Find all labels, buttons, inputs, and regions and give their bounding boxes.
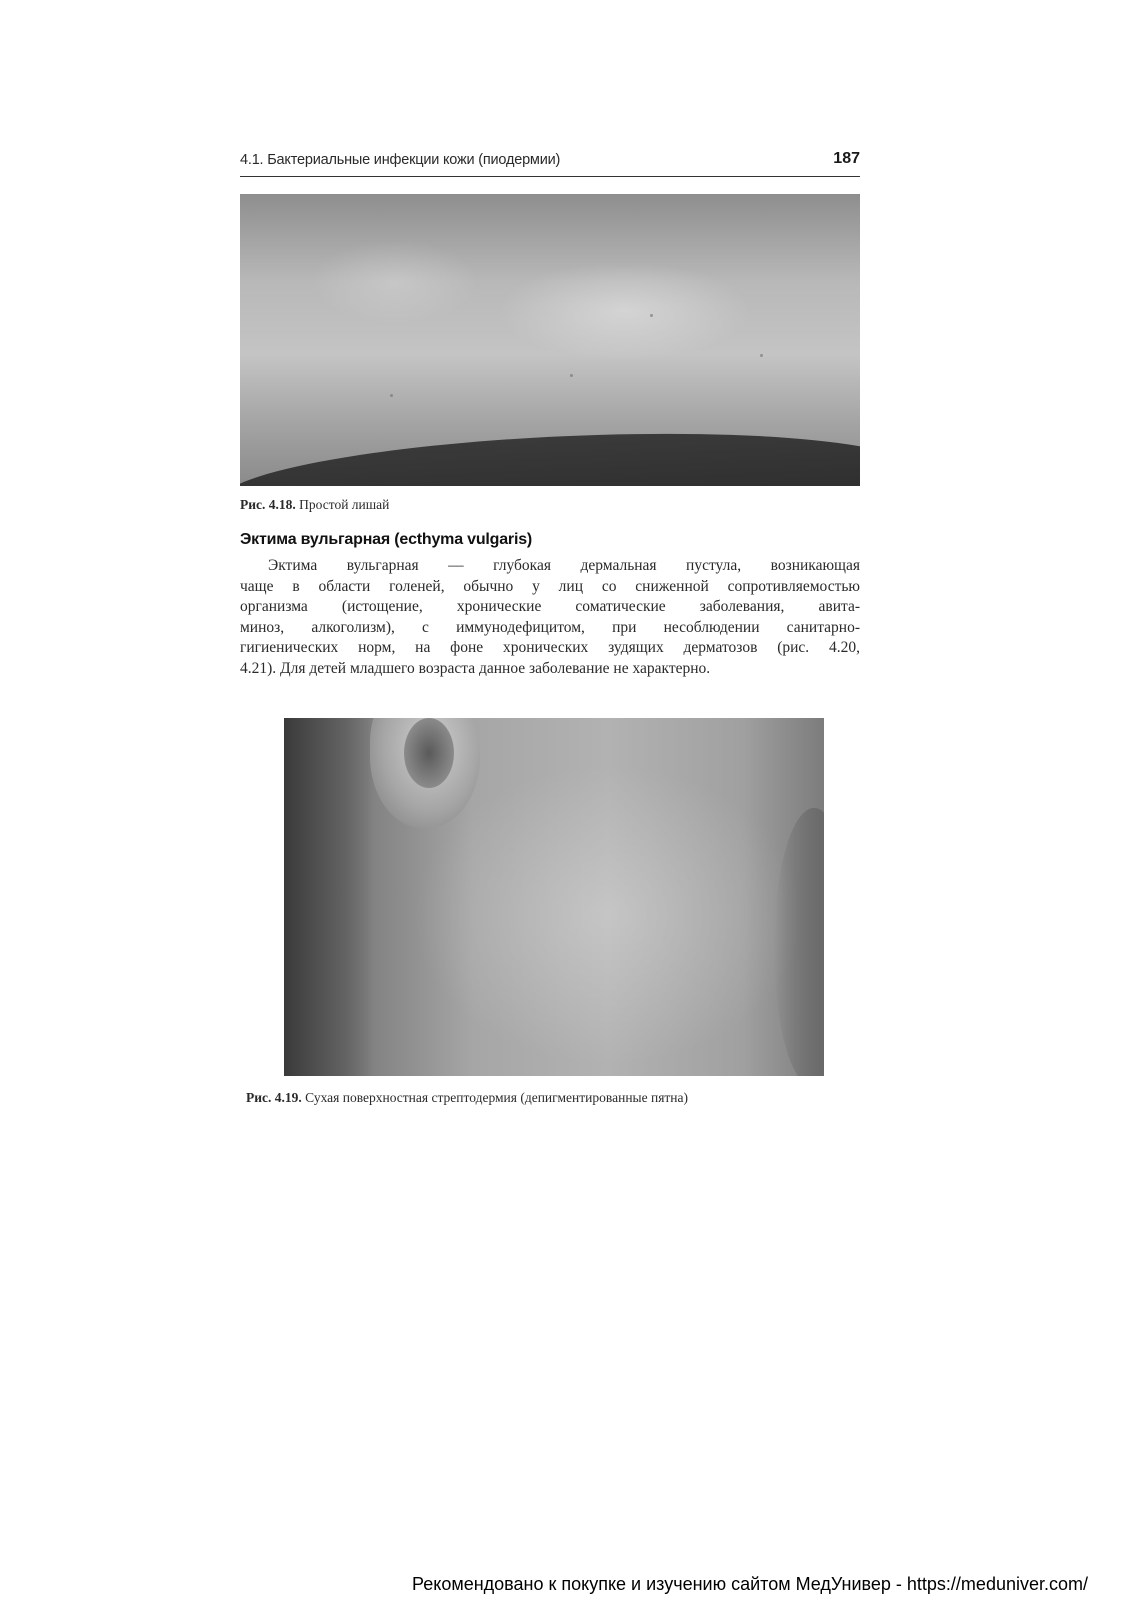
figure-label: Рис. 4.19. [246, 1090, 302, 1105]
photo-cheek-edge [774, 808, 824, 1076]
section-body [240, 556, 860, 679]
figure-4-18-caption [240, 497, 389, 513]
figure-label: Рис. 4.18. [240, 497, 296, 512]
photo-speck [650, 314, 653, 317]
photo-shadow-band [240, 421, 860, 486]
body-line: чаще в области голеней, обычно у лиц со сниженной сопротивляемостью [240, 577, 860, 595]
body-line: 4.21). Для детей младшего возраста данное заболевание не характерно. [240, 659, 711, 677]
body-line: миноз, алкоголизм), с иммунодефицитом, при несоблюдении санитарно- [240, 618, 860, 636]
body-line: гигиенических норм, на фоне хронических зудящих дерматозов (рис. 4.20, [240, 639, 860, 656]
figure-4-19-photo [284, 718, 824, 1076]
photo-ear-shadow [404, 718, 454, 788]
running-header [240, 150, 860, 177]
page-number: 187 [833, 150, 860, 167]
photo-speck [390, 394, 393, 397]
body-line: организма (истощение, хронические соматические заболевания, авита- [240, 598, 860, 615]
photo-speck [570, 374, 573, 377]
figure-4-19-caption [246, 1090, 688, 1106]
figure-caption-text: Простой лишай [299, 497, 390, 512]
running-title: 4.1. Бактериальные инфекции кожи (пиодермии) [240, 152, 561, 168]
photo-speck [760, 354, 763, 357]
section-heading: Эктима вульгарная (ecthyma vulgaris) [240, 531, 533, 548]
watermark-text: Рекомендовано к покупке и изучению сайтом МедУнивер - https://meduniver.com/ [412, 1574, 1088, 1594]
figure-caption-text: Сухая поверхностная стрептодермия (депигментированные пятна) [305, 1090, 689, 1105]
body-line: Эктима вульгарная — глубокая дермальная пустула, возникающая [268, 557, 860, 574]
figure-4-18-photo [240, 194, 860, 486]
photo-hair-region [284, 718, 374, 1076]
